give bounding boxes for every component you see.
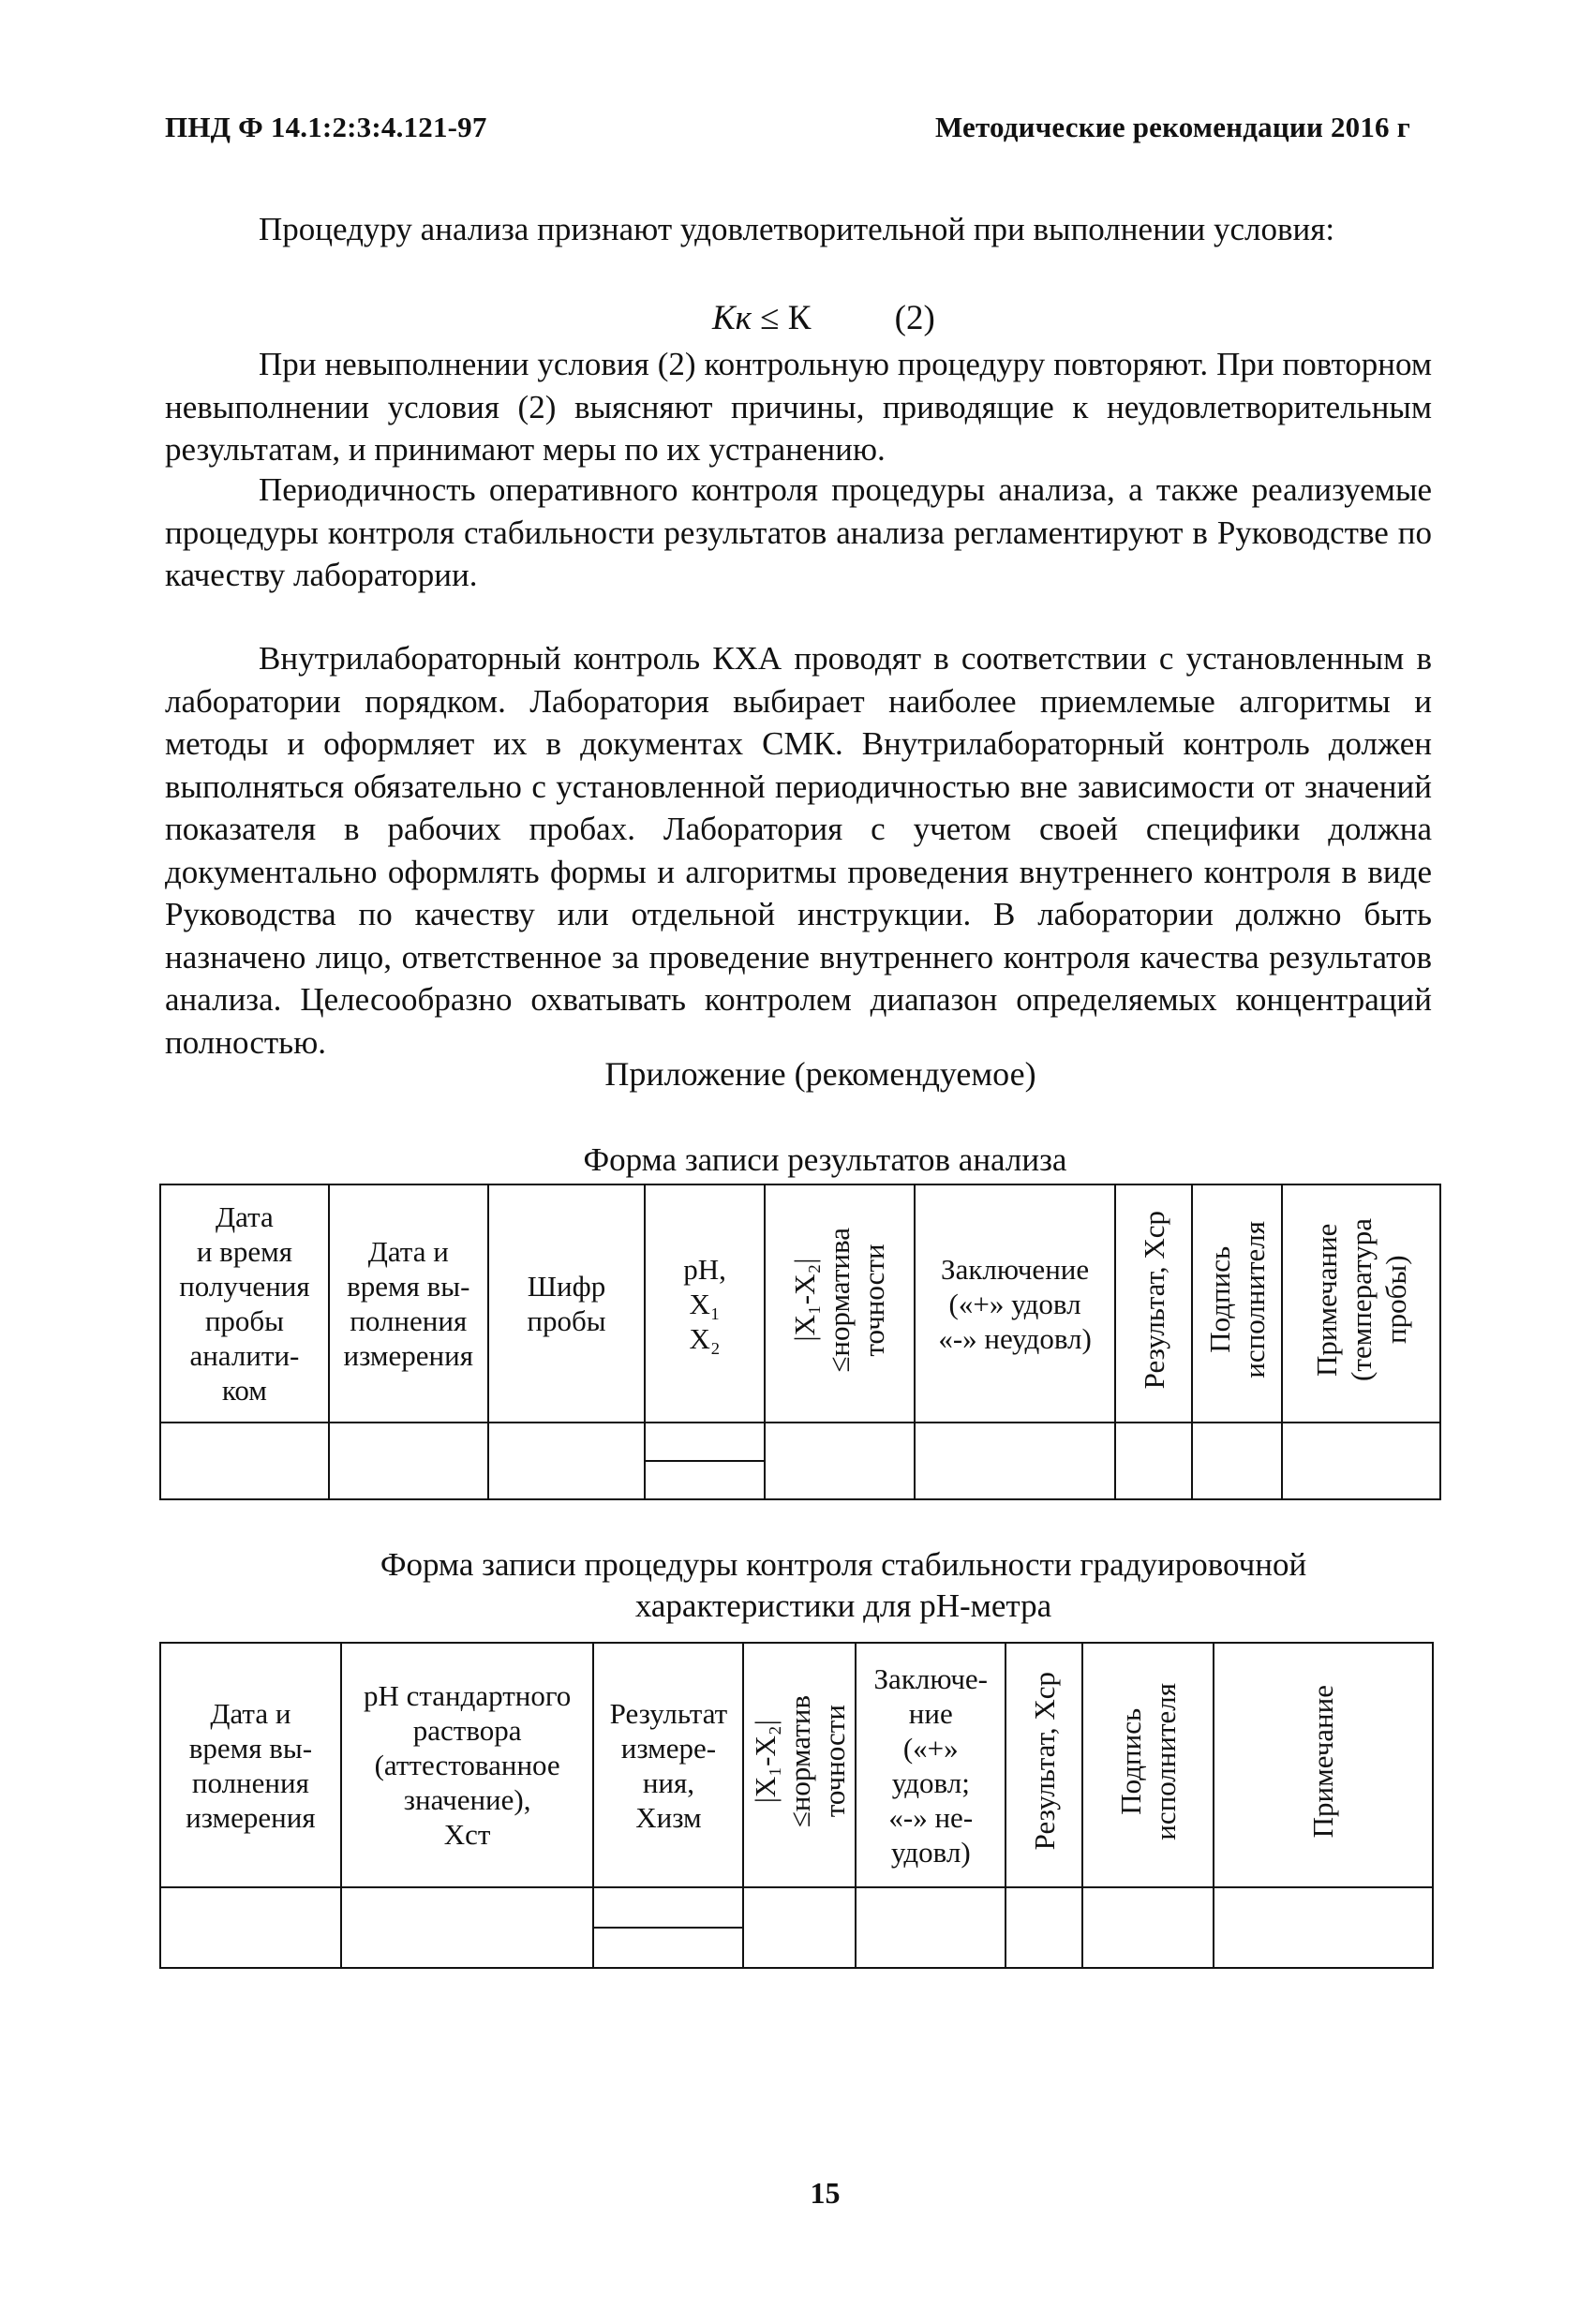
t1-col-date-measured: Дата и время вы- полнения измерения	[329, 1184, 488, 1423]
t2-cell	[856, 1887, 1006, 1968]
formula-left: Кк	[712, 299, 752, 337]
t2-cell	[743, 1887, 856, 1968]
paragraph-3: Периодичность оперативного контроля процедуры анализа, а также реализуемые процедуры контроля стабильности результатов анализа регламентируют в Руководстве по качеству лаборатории.	[165, 471, 1432, 593]
paragraph-4: Внутрилабораторный контроль КХА проводят в соответствии с установленным в лаборатории порядком. Лаборатория выбирает наиболее приемлемые алгоритмы и методы и оформляет их в документах СМК. Внутрилабораторный контроль должен выполняться обязательно с установленной периодичностью вне зависимости от значений показателя в рабочих пробах. Лаборатория с учетом своей специфики должна документально оформлять формы и алгоритмы проведения внутреннего контроля в виде Руководства по качеству или отдельной инструкции. В лаборатории должно быть назначено лицо, ответственное за проведение внутреннего контроля качества результатов анализа. Целесообразно охватывать контролем диапазон определяемых концентраций полностью.	[165, 640, 1432, 1061]
t2-cell	[341, 1887, 594, 1968]
t1-col-date-received: Дата и время получения пробы аналити- ком	[160, 1184, 329, 1423]
t2-col-note: Примечание	[1214, 1643, 1433, 1887]
table2-header-row	[160, 1643, 1433, 1887]
formula-op: ≤ К	[760, 299, 812, 337]
calibration-form-table	[159, 1642, 1434, 1969]
t1-col-note: Примечание (температура пробы)	[1282, 1184, 1440, 1423]
t1-col-sample-code: Шифр пробы	[488, 1184, 646, 1423]
t2-cell	[1082, 1887, 1214, 1968]
t2-cell	[1006, 1887, 1082, 1968]
t1-cell	[915, 1423, 1116, 1499]
formula	[712, 298, 935, 338]
t1-cell	[488, 1423, 646, 1499]
t2-cell-split	[593, 1887, 743, 1968]
t1-cell-split	[645, 1423, 765, 1499]
formula-number: (2)	[894, 299, 935, 337]
t2-col-result: Результат, Xср	[1006, 1643, 1082, 1887]
t2-cell	[1214, 1887, 1433, 1968]
t2-col-diff: |X₁-X₂| ≤норматив точности	[743, 1643, 856, 1887]
t1-cell	[329, 1423, 488, 1499]
t1-col-signature: Подпись исполнителя	[1192, 1184, 1282, 1423]
page-number: 15	[810, 2176, 841, 2210]
t1-cell	[1115, 1423, 1192, 1499]
doc-title: Методические рекомендации 2016 г	[934, 111, 1410, 143]
t1-col-result: Результат, Xср	[1115, 1184, 1192, 1423]
t2-col-signature: Подпись исполнителя	[1082, 1643, 1214, 1887]
results-form-table	[159, 1184, 1441, 1500]
t1-col-diff: |X₁-X₂| ≤норматива точности	[765, 1184, 915, 1423]
t2-cell	[160, 1887, 341, 1968]
t1-col-ph: рН, X₁ X₂	[645, 1184, 765, 1423]
t1-cell	[160, 1423, 329, 1499]
table2-empty-row	[160, 1887, 1433, 1968]
t1-cell	[1192, 1423, 1282, 1499]
doc-code: ПНД Ф 14.1:2:3:4.121-97	[165, 111, 487, 143]
t2-col-conclusion: Заключе- ние («+» удовл; «-» не- удовл)	[856, 1643, 1006, 1887]
table1-header-row	[160, 1184, 1440, 1423]
paragraph-2: При невыполнении условия (2) контрольную процедуру повторяют. При повторном невыполнении условия (2) выясняют причины, приводящие к неудовлетворительным результатам, и принимают меры по их устранению.	[165, 346, 1432, 468]
t2-col-date-measured: Дата и время вы- полнения измерения	[160, 1643, 341, 1887]
t2-col-standard-ph: рН стандартного раствора (аттестованное значение), Xст	[341, 1643, 594, 1887]
table1-caption: Форма записи результатов анализа	[583, 1141, 1067, 1178]
t2-col-measured: Результат измере- ния, Хизм	[593, 1643, 743, 1887]
t1-cell	[765, 1423, 915, 1499]
paragraph-1: Процедуру анализа признают удовлетворительной при выполнении условия:	[259, 211, 1335, 247]
t1-cell	[1282, 1423, 1440, 1499]
t1-col-conclusion: Заключение («+» удовл «-» неудовл)	[915, 1184, 1116, 1423]
table1-empty-row	[160, 1423, 1440, 1499]
table2-caption: Форма записи процедуры контроля стабильности градуировочной характеристики для рН-метра	[380, 1546, 1307, 1624]
appendix-title: Приложение (рекомендуемое)	[604, 1055, 1036, 1093]
